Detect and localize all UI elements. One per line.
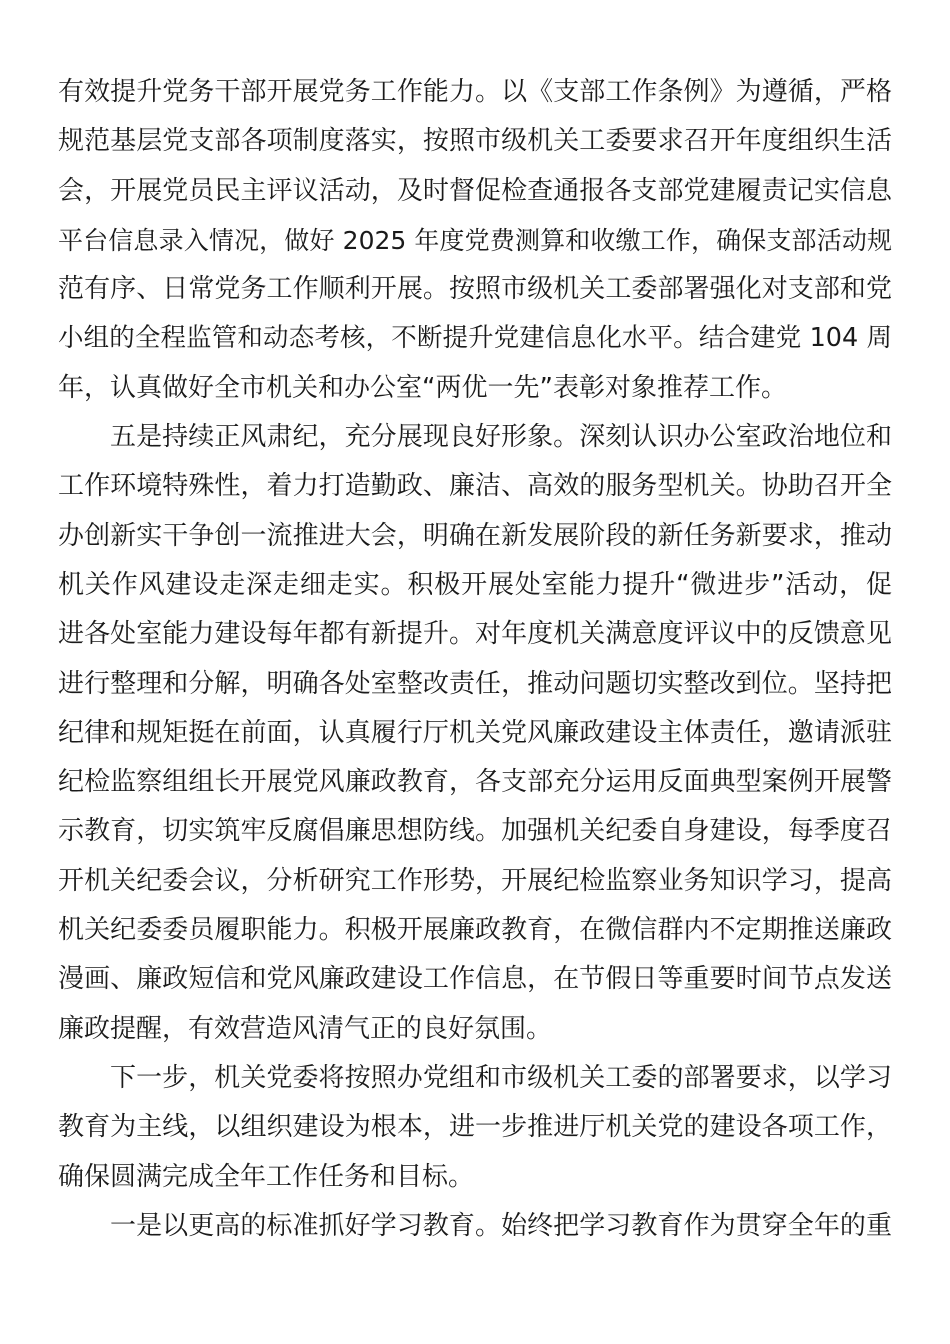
- text-line: 办创新实干争创一流推进大会，明确在新发展阶段的新任务新要求，推动: [58, 520, 892, 551]
- text-line: 纪检监察组组长开展党风廉政教育，各支部充分运用反面典型案例开展警: [58, 767, 892, 798]
- text-line: 进行整理和分解，明确各处室整改责任，推动问题切实整改到位。坚持把: [58, 668, 892, 699]
- text-line: 开机关纪委会议，分析研究工作形势，开展纪检监察业务知识学习，提高: [58, 865, 892, 896]
- text-line: 纪律和规矩挺在前面，认真履行厅机关党风廉政建设主体责任，邀请派驻: [58, 717, 892, 748]
- text-line: 漫画、廉政短信和党风廉政建设工作信息，在节假日等重要时间节点发送: [58, 964, 892, 995]
- text-line: 廉政提醒，有效营造风清气正的良好氛围。: [58, 1013, 553, 1044]
- text-line: 范有序、日常党务工作顺利开展。按照市级机关工委部署强化对支部和党: [58, 274, 892, 305]
- text-line: 工作环境特殊性，着力打造勤政、廉洁、高效的服务型机关。协助召开全: [58, 471, 892, 502]
- text-line: 示教育，切实筑牢反腐倡廉思想防线。加强机关纪委自身建设，每季度召: [58, 816, 892, 847]
- text-line: 年，认真做好全市机关和办公室“两优一先”表彰对象推荐工作。: [58, 372, 787, 403]
- paragraph-first-line: 一是以更高的标准抓好学习教育。始终把学习教育作为贯穿全年的重: [110, 1210, 892, 1241]
- text-line: 机关作风建设走深走细走实。积极开展处室能力提升“微进步”活动，促: [58, 569, 892, 600]
- text-line: 规范基层党支部各项制度落实，按照市级机关工委要求召开年度组织生活: [58, 126, 892, 157]
- text-line: 平台信息录入情况，做好 2025 年度党费测算和收缴工作，确保支部活动规: [58, 225, 892, 255]
- text-line: 小组的全程监管和动态考核，不断提升党建信息化水平。结合建党 104 周: [58, 323, 892, 354]
- text-line: 有效提升党务干部开展党务工作能力。以《支部工作条例》为遵循，严格: [58, 77, 892, 107]
- text-line: 确保圆满完成全年工作任务和目标。: [58, 1161, 475, 1192]
- text-line: 进各处室能力建设每年都有新提升。对年度机关满意度评议中的反馈意见: [58, 619, 892, 650]
- text-line: 机关纪委委员履职能力。积极开展廉政教育，在微信群内不定期推送廉政: [58, 915, 892, 946]
- document-body-text: [58, 68, 892, 1251]
- text-line: 教育为主线，以组织建设为根本，进一步推进厅机关党的建设各项工作，: [58, 1112, 892, 1143]
- paragraph-first-line: 下一步，机关党委将按照办党组和市级机关工委的部署要求，以学习: [110, 1062, 892, 1093]
- paragraph-first-line: 五是持续正风肃纪，充分展现良好形象。深刻认识办公室政治地位和: [110, 422, 892, 453]
- text-line: 会，开展党员民主评议活动，及时督促检查通报各支部党建履责记实信息: [58, 175, 892, 206]
